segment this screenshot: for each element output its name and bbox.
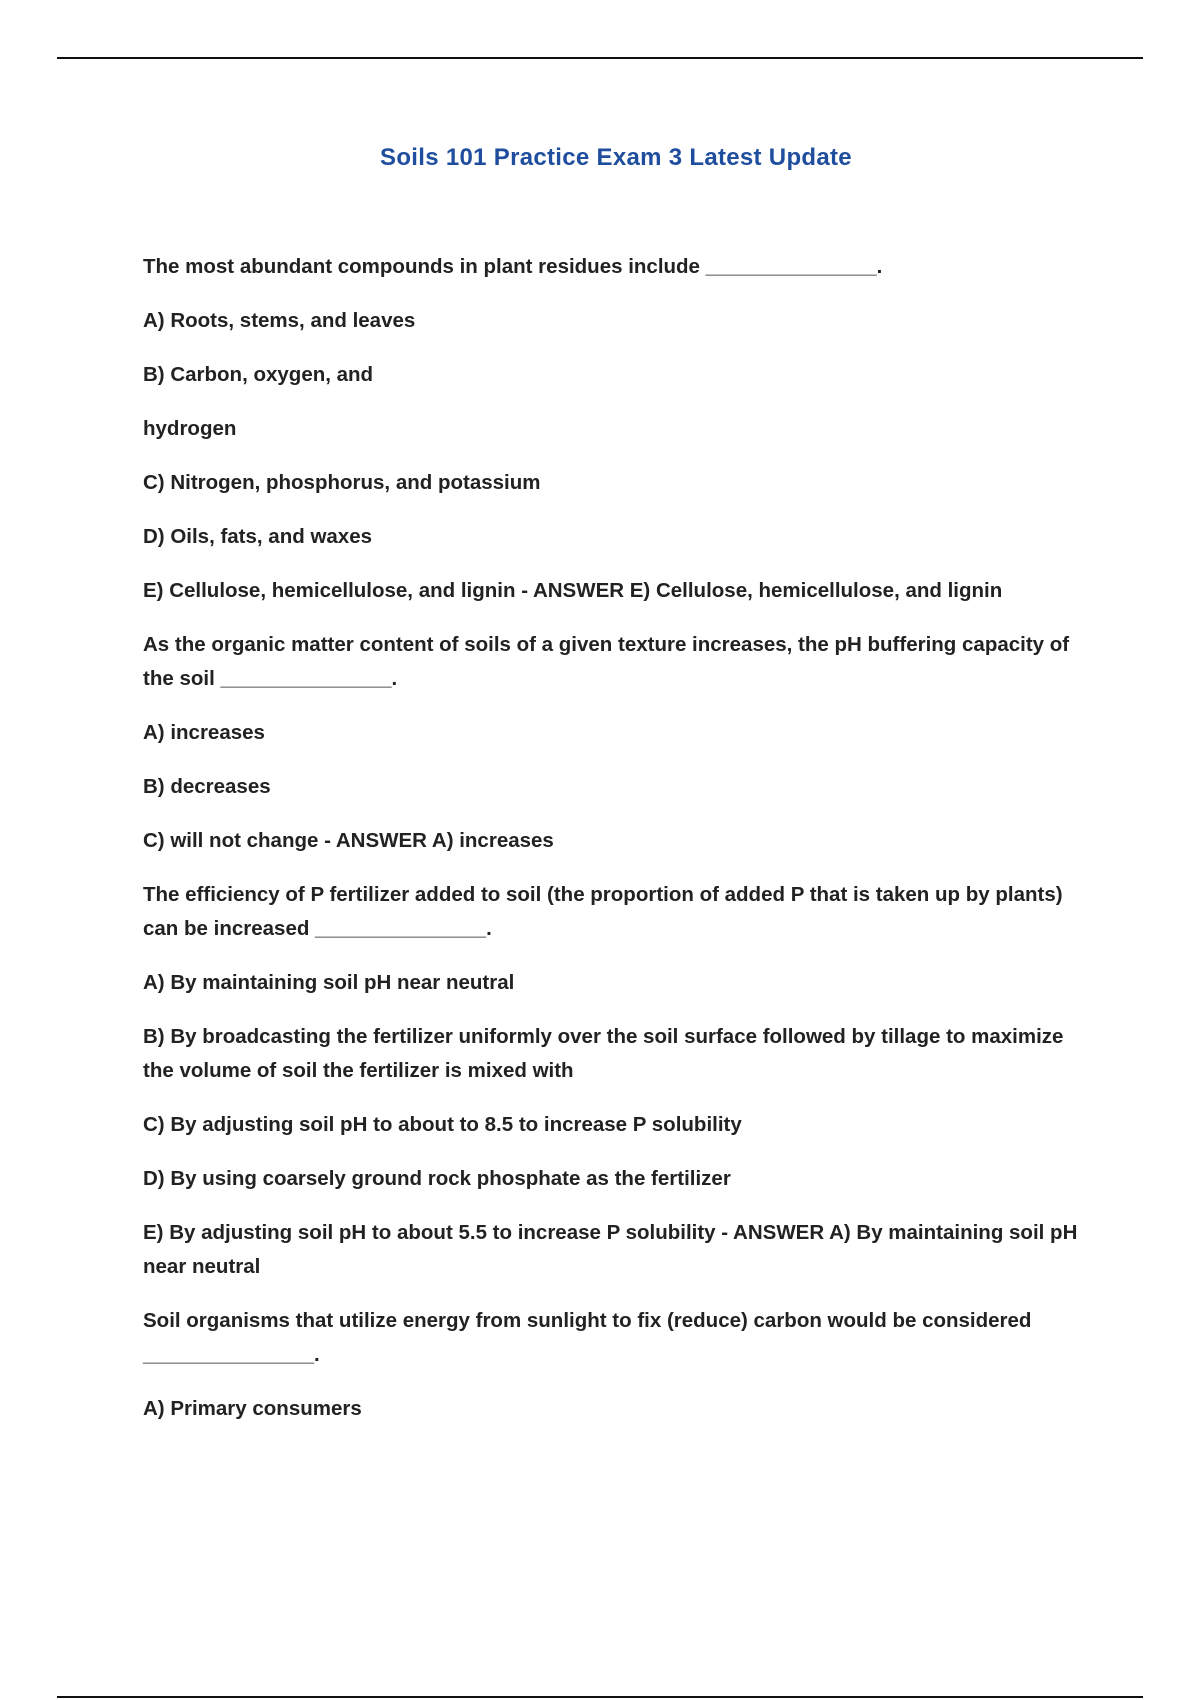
question-text: The efficiency of P fertilizer added to soil (the proportion of added P that is taken up by plants) can be increased _______________. bbox=[143, 883, 1063, 940]
answer-option: C) By adjusting soil pH to about to 8.5 to increase P solubility bbox=[143, 1113, 742, 1136]
top-rule bbox=[57, 57, 1143, 59]
answer-option: B) By broadcasting the fertilizer uniformly over the soil surface followed by tillage to maximize the volume of soil the fertilizer is mixed with bbox=[143, 1025, 1064, 1082]
answer-key-line: E) Cellulose, hemicellulose, and lignin - ANSWER E) Cellulose, hemicellulose, and lignin bbox=[143, 579, 1003, 602]
bottom-rule bbox=[57, 1696, 1143, 1698]
answer-option: B) Carbon, oxygen, and bbox=[143, 363, 374, 386]
answer-option: A) Roots, stems, and leaves bbox=[143, 309, 416, 332]
answer-option: D) By using coarsely ground rock phosphate as the fertilizer bbox=[143, 1167, 731, 1190]
answer-option: A) Primary consumers bbox=[143, 1397, 362, 1420]
question-text: The most abundant compounds in plant residues include _______________. bbox=[143, 255, 883, 278]
answer-option: B) decreases bbox=[143, 775, 271, 798]
question-text: Soil organisms that utilize energy from sunlight to fix (reduce) carbon would be considered _______________. bbox=[143, 1309, 1032, 1366]
answer-key-line: E) By adjusting soil pH to about 5.5 to increase P solubility - ANSWER A) By maintaining soil pH near neutral bbox=[143, 1221, 1078, 1278]
document-title: Soils 101 Practice Exam 3 Latest Update bbox=[380, 144, 852, 171]
answer-option: C) Nitrogen, phosphorus, and potassium bbox=[143, 471, 541, 494]
question-list bbox=[143, 250, 1083, 1446]
question-text: As the organic matter content of soils of a given texture increases, the pH buffering capacity of the soil _______________. bbox=[143, 633, 1070, 690]
answer-key-line: C) will not change - ANSWER A) increases bbox=[143, 829, 554, 852]
answer-option: A) increases bbox=[143, 721, 265, 744]
answer-option: D) Oils, fats, and waxes bbox=[143, 525, 372, 548]
answer-option-continuation: hydrogen bbox=[143, 417, 237, 440]
answer-option: A) By maintaining soil pH near neutral bbox=[143, 971, 515, 994]
